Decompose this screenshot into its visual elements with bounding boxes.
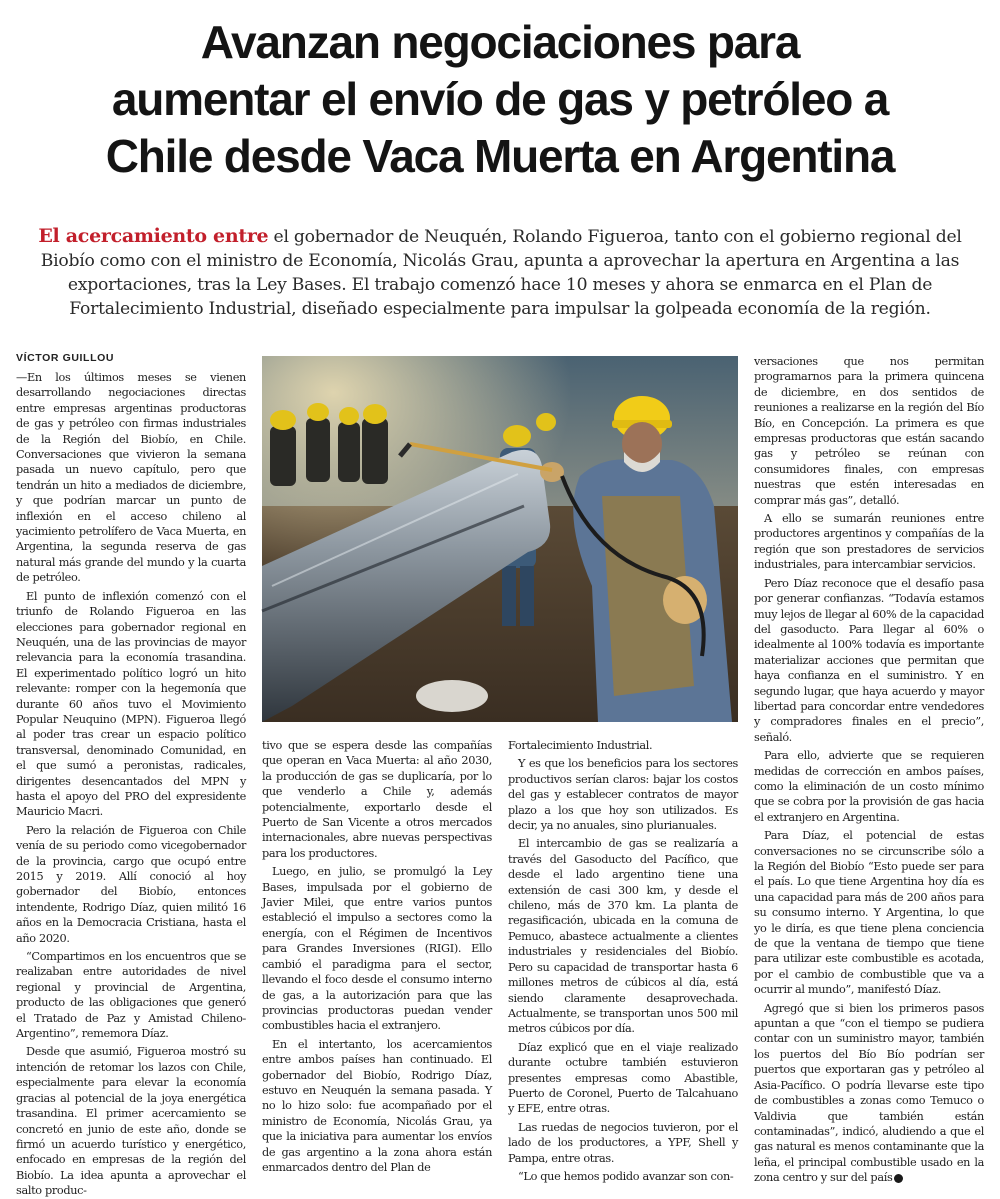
paragraph: A ello se sumarán reuniones entre productores argentinos y compañías de la región que son prestadores de servicios industriales, para intercambiar servicios.: [754, 512, 984, 572]
headline-line-1: Avanzan negociaciones para: [200, 16, 800, 68]
pipeline-workers-photo: [262, 356, 738, 722]
paragraph: Fortalecimiento Industrial.: [508, 739, 653, 752]
paragraph: “Lo que hemos podido avanzar son con-: [518, 1169, 734, 1183]
paragraph: El intercambio de gas se realizaría a través del Gasoducto del Pacífico, que desde el lado argentino tiene una extensión de casi 300 km, y desde el chileno, más de 370 km. La planta de regasificación, ubicada en la comuna de Pemuco, abastece actualmente a clientes industriales y residenciales del Biobío. Pero su capacidad de transportar hasta 6 millones metros de cúbicos al día, está siendo claramente desaprovechada. Actualmente, se transportan unos 500 mil metros cúbicos por día.: [508, 837, 738, 1036]
paragraph: Pero la relación de Figueroa con Chile venía de su periodo como vicegobernador de la provincia, cargo que ocupó entre 2015 y 2019. Allí conoció al hoy gobernador del Biobío, entonces intendente, Rodrigo Díaz, quien militó 16 años en la Democracia Cristiana, hasta el año 2020.: [16, 823, 246, 945]
lead-kicker: El acercamiento entre: [38, 225, 269, 247]
paragraph: Desde que asumió, Figueroa mostró su intención de retomar los lazos con Chile, especialmente para elevar la economía gracias al potencial de la joya energética trasandina. El primer acercamiento se concretó en junio de este año, donde se firmó un acuerdo turístico y energético, enfocado en empresas de la región del Biobío. La idea apunta a aprovechar el salto produc-: [16, 1045, 246, 1198]
article-column-3: [508, 738, 738, 1183]
headline-line-3: Chile desde Vaca Muerta en Argentina: [105, 130, 895, 182]
paragraph: versaciones que nos permitan programarnos para la primera quincena de diciembre, en dos sentidos de reuniones a realizarse en la región del Bío Bío, en Concepción. La primera es que empresas productoras que están sacando gas y petróleo se reúnan con consumidores finales, con empresas nuestras que estén interesadas en comprar más gas”, detalló.: [754, 355, 984, 507]
last-paragraph-text: Agregó que si bien los primeros pasos apuntan a que “con el tiempo se pudiera contar con un suministro mayor, también los puertos del Bío Bío podrían ser puertos que exportaran gas y petróleo al Asia-Pacífico. O podría llevarse este tipo de combustibles a zonas como Temuco o Valdivia que también están contaminadas”, indicó, aludiendo a que el gas natural es menos contaminante que la leña, el principal combustible usado en la zona centro y sur del país: [754, 1001, 984, 1185]
end-mark-icon: [894, 1174, 903, 1183]
paragraph: —En los últimos meses se vienen desarrollando negociaciones directas entre empresas argentinas productoras de gas y petróleo con firmas industriales de la Región del Biobío, en Chile. Conversaciones que vivieron la semana pasada un nuevo capítulo, pero que tendrán un hito a mediados de diciembre, y que podrían marcar un punto de inflexión en el acceso chileno al yacimiento petrolífero de Vaca Muerta, en Argentina, la segunda reserva de gas natural más grande del mundo y la cuarta de petróleo.: [16, 371, 246, 585]
lead-paragraph: [14, 224, 986, 321]
paragraph: Para ello, advierte que se requieren medidas de corrección en ambos países, como la eliminación de un costo mínimo que se cobra por la provisión de gas hacia el extranjero en Argentina.: [754, 749, 984, 824]
article-column-4: [754, 354, 984, 1185]
paragraph: Las ruedas de negocios tuvieron, por el lado de los productores, a YPF, Shell y Pampa, entre otras.: [508, 1120, 738, 1165]
paragraph: Y es que los beneficios para los sectores productivos serían claros: bajar los costos del gas y establecer contratos de mayor plazo a los que hoy son utilizados. Es decir, ya no anuales, sino plurianuales.: [508, 757, 738, 833]
paragraph: tivo que se espera desde las compañías que operan en Vaca Muerta: al año 2030, la producción de gas se duplicaría, por lo que venderlo a Chile y, además potencialmente, exportarlo desde el Puerto de San Vicente a otros mercados internacionales, abre nuevas perspectivas para los productores.: [262, 739, 492, 860]
article-column-2: [262, 738, 492, 1174]
byline: VÍCTOR GUILLOU: [16, 352, 115, 364]
paragraph: Luego, en julio, se promulgó la Ley Bases, impulsada por el gobierno de Javier Milei, que entre varios puntos estableció el impulso a sectores como la energía, con el Régimen de Incentivos para Grandes Inversiones (RIGI). Ello cambió el paradigma para el sector, llevando el foco desde el consumo interno de gas, a la autorización para que las provincias productoras puedan vender combustibles hacia el extranjero.: [262, 865, 492, 1033]
paragraph-last: [754, 1001, 984, 1186]
paragraph: Díaz explicó que en el viaje realizado durante octubre también estuvieron presentes empresas como Abastible, Puerto de Coronel, Puerto de Talcahuano y EFE, entre otras.: [508, 1040, 738, 1116]
article-column-1: [16, 370, 246, 1198]
lead-text: el gobernador de Neuquén, Rolando Figueroa, tanto con el gobierno regional del Biobío como con el ministro de Economía, Nicolás Grau, apunta a aprovechar la apertura en Argentina a las exportaciones, tras la Ley Bases. El trabajo comenzó hace 10 meses y ahora se enmarca en el Plan de Fortalecimiento Industrial, diseñado especialmente para impulsar la golpeada economía de la región.: [40, 227, 962, 319]
paragraph: Pero Díaz reconoce que el desafío pasa por generar confianzas. “Todavía estamos muy lejos de llegar al 60% de la capacidad del gasoducto. Para llegar al 60% o idealmente al 100% todavía es importante materializar acciones que permitan que haya confianza en el suministro. Y en segundo lugar, que haya acuerdo y mayor libertad para concordar entre vendedores y compradores finales en el precio”, señaló.: [754, 576, 984, 744]
paragraph: “Compartimos en los encuentros que se realizaban entre autoridades de nivel regional y provincial de Argentina, producto de las obligaciones que generó el Tratado de Paz y Amistad Chileno-Argentino”, rememora Díaz.: [16, 950, 246, 1041]
paragraph: En el intertanto, los acercamientos entre ambos países han continuado. El gobernador del Biobío, Rodrigo Díaz, estuvo en Neuquén la semana pasada. Y no lo hizo solo: fue acompañado por el ministro de Economía, Nicolás Grau, ya que la iniciativa para aumentar los envíos de gas argentino a la zona ahora están enmarcados dentro del Plan de: [262, 1037, 492, 1174]
paragraph: Para Díaz, el potencial de estas conversaciones no se circunscribe sólo a la Región del Biobío “Esto puede ser para el país. Lo que tiene Argentina hoy día es una capacidad para más de 200 años para su consumo interno. Y Argentina, lo que yo le diría, es que tiene plena conciencia de que la ventana de tiempo que tiene para utilizar este combustible es acotada, por el cambio de combustible que va a ocurrir al mundo”, manifestó Díaz.: [754, 829, 984, 997]
paragraph: El punto de inflexión comenzó con el triunfo de Rolando Figueroa en las elecciones para gobernador regional en Neuquén, una de las provincias de mayor relevancia para la economía trasandina. El experimentado político logró un hito relevante: romper con la hegemonía que durante 60 años tuvo el Movimiento Popular Neuquino (MPN). Figueroa llegó al poder tras crear un espacio político transversal, denominado Comunidad, en el que sumó a peronistas, radicales, dirigentes desencantados del MPN y hasta el apoyo del PRO del expresidente Mauricio Macri.: [16, 589, 246, 819]
headline-line-2: aumentar el envío de gas y petróleo a: [111, 73, 889, 125]
headline: [20, 14, 980, 185]
